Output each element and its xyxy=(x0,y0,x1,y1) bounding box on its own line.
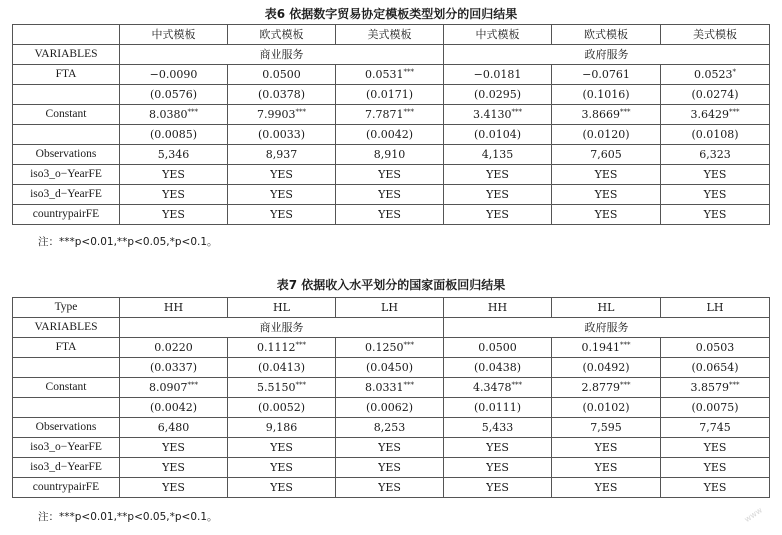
cell-value: 9,186 xyxy=(265,421,298,434)
table-cell xyxy=(444,418,552,438)
cell-value: 0.1941 xyxy=(581,341,620,354)
group-label-commercial: 商业服务 xyxy=(120,45,444,65)
table-cell xyxy=(336,398,444,418)
table-cell xyxy=(444,398,552,418)
cell-value: YES xyxy=(486,208,509,221)
table-row xyxy=(13,205,770,225)
table6-group-row xyxy=(13,45,770,65)
group-label-government: 政府服务 xyxy=(444,318,770,338)
table-row xyxy=(13,378,770,398)
cell-value: YES xyxy=(162,461,185,474)
cell-value: YES xyxy=(703,481,727,494)
cell-value: (0.0378) xyxy=(257,88,306,101)
cell-value: 0.0500 xyxy=(478,341,517,354)
cell-value: (0.0062) xyxy=(365,401,414,414)
cell-value: YES xyxy=(162,481,185,494)
table-cell xyxy=(661,458,770,478)
table-cell xyxy=(661,105,770,125)
table-cell xyxy=(228,338,336,358)
header-cell xyxy=(13,25,120,45)
cell-value: YES xyxy=(378,208,401,221)
table7-note: 注：***p<0.01,**p<0.05,*p<0.1。 xyxy=(38,511,218,523)
significance-stars: *** xyxy=(187,108,198,116)
cell-value: (0.0085) xyxy=(149,128,198,141)
row-label: Observations xyxy=(13,418,120,438)
table6-header-row xyxy=(13,25,770,45)
table-cell xyxy=(336,145,444,165)
table-cell xyxy=(661,205,770,225)
table-row xyxy=(13,185,770,205)
cell-value: 6,480 xyxy=(157,421,190,434)
cell-value: YES xyxy=(270,188,293,201)
cell-value: YES xyxy=(378,461,401,474)
table-row xyxy=(13,125,770,145)
table-row xyxy=(13,338,770,358)
table-cell xyxy=(228,125,336,145)
header-cell: HL xyxy=(552,298,661,318)
significance-stars: *** xyxy=(620,108,631,116)
cell-value: −0.0761 xyxy=(582,68,630,81)
cell-value: (0.0033) xyxy=(257,128,306,141)
cell-value: 8.0331 xyxy=(365,381,404,394)
cell-value: 7.9903 xyxy=(257,108,296,121)
cell-value: (0.0171) xyxy=(365,88,414,101)
table-cell xyxy=(444,358,552,378)
significance-stars: *** xyxy=(403,68,414,76)
table-cell xyxy=(552,205,661,225)
cell-value: 3.8669 xyxy=(581,108,620,121)
watermark: www xyxy=(742,505,765,525)
header-cell: LH xyxy=(336,298,444,318)
cell-value: 0.1250 xyxy=(365,341,404,354)
cell-value: (0.0450) xyxy=(365,361,414,374)
table-cell xyxy=(120,125,228,145)
cell-value: YES xyxy=(594,188,618,201)
cell-value: (0.1016) xyxy=(582,88,630,101)
table-cell xyxy=(552,165,661,185)
cell-value: YES xyxy=(378,168,401,181)
cell-value: (0.0042) xyxy=(149,401,198,414)
row-label xyxy=(13,358,120,378)
table-cell xyxy=(444,378,552,398)
cell-value: (0.0438) xyxy=(473,361,522,374)
cell-value: 8,253 xyxy=(373,421,406,434)
table-cell xyxy=(661,165,770,185)
table7-caption: 表7 依据收入水平划分的国家面板回归结果 xyxy=(276,278,506,292)
table-cell xyxy=(228,358,336,378)
row-label: FTA xyxy=(13,338,120,358)
significance-stars: *** xyxy=(295,341,306,349)
significance-stars: *** xyxy=(511,108,522,116)
cell-value: YES xyxy=(486,168,509,181)
row-label: iso3_d−YearFE xyxy=(13,185,120,205)
cell-value: YES xyxy=(270,168,293,181)
table-cell xyxy=(444,205,552,225)
table-cell xyxy=(120,438,228,458)
table-cell xyxy=(661,418,770,438)
table-cell xyxy=(336,205,444,225)
table-cell xyxy=(336,105,444,125)
cell-value: 7,595 xyxy=(590,421,622,434)
cell-value: YES xyxy=(594,168,618,181)
cell-value: 0.0531 xyxy=(365,68,404,81)
table-cell xyxy=(336,458,444,478)
cell-value: YES xyxy=(703,441,727,454)
table-cell xyxy=(228,418,336,438)
cell-value: −0.0181 xyxy=(473,68,522,81)
cell-value: YES xyxy=(486,461,509,474)
table-cell xyxy=(336,65,444,85)
significance-stars: *** xyxy=(403,341,414,349)
table-cell xyxy=(228,438,336,458)
table-cell xyxy=(120,478,228,498)
row-label: iso3_d−YearFE xyxy=(13,458,120,478)
variables-label: VARIABLES xyxy=(13,318,120,338)
cell-value: −0.0090 xyxy=(149,68,198,81)
cell-value: 3.8579 xyxy=(690,381,729,394)
table6 xyxy=(12,24,770,225)
table6-note: 注：***p<0.01,**p<0.05,*p<0.1。 xyxy=(38,236,218,248)
significance-stars: * xyxy=(732,68,736,76)
cell-value: (0.0274) xyxy=(691,88,739,101)
significance-stars: *** xyxy=(295,381,306,389)
cell-value: (0.0120) xyxy=(582,128,630,141)
cell-value: (0.0654) xyxy=(691,361,739,374)
table-row xyxy=(13,145,770,165)
cell-value: YES xyxy=(703,208,727,221)
cell-value: YES xyxy=(594,461,618,474)
table-cell xyxy=(336,378,444,398)
table-cell xyxy=(120,85,228,105)
table-cell xyxy=(552,378,661,398)
row-label xyxy=(13,125,120,145)
table-cell xyxy=(336,85,444,105)
header-cell: Type xyxy=(13,298,120,318)
table7 xyxy=(12,297,770,498)
table-row xyxy=(13,165,770,185)
cell-value: 8,910 xyxy=(373,148,406,161)
table-cell xyxy=(444,105,552,125)
table-cell xyxy=(228,378,336,398)
group-label-commercial: 商业服务 xyxy=(120,318,444,338)
cell-value: 8.0907 xyxy=(149,381,188,394)
table-cell xyxy=(444,145,552,165)
cell-value: (0.0492) xyxy=(582,361,630,374)
group-label-government: 政府服务 xyxy=(444,45,770,65)
cell-value: 0.0523 xyxy=(694,68,733,81)
header-cell: HH xyxy=(444,298,552,318)
cell-value: YES xyxy=(594,481,618,494)
table-cell xyxy=(552,85,661,105)
row-label: iso3_o−YearFE xyxy=(13,165,120,185)
row-label: FTA xyxy=(13,65,120,85)
row-label xyxy=(13,398,120,418)
table-cell xyxy=(120,378,228,398)
cell-value: (0.0337) xyxy=(149,361,198,374)
table-cell xyxy=(661,398,770,418)
significance-stars: *** xyxy=(187,381,198,389)
table-cell xyxy=(228,398,336,418)
table-cell xyxy=(120,398,228,418)
cell-value: 4,135 xyxy=(481,148,514,161)
table-cell xyxy=(661,358,770,378)
significance-stars: *** xyxy=(729,381,740,389)
table-cell xyxy=(552,338,661,358)
cell-value: 7.7871 xyxy=(365,108,404,121)
table-cell xyxy=(120,105,228,125)
cell-value: YES xyxy=(162,168,185,181)
table-cell xyxy=(552,478,661,498)
row-label: countrypairFE xyxy=(13,205,120,225)
table-cell xyxy=(552,145,661,165)
table-row xyxy=(13,358,770,378)
cell-value: YES xyxy=(703,461,727,474)
cell-value: (0.0102) xyxy=(582,401,630,414)
table-cell xyxy=(661,125,770,145)
table-row xyxy=(13,398,770,418)
cell-value: 8,937 xyxy=(265,148,298,161)
table-cell xyxy=(661,378,770,398)
cell-value: YES xyxy=(378,481,401,494)
table-cell xyxy=(336,165,444,185)
significance-stars: *** xyxy=(620,341,631,349)
row-label: Constant xyxy=(13,105,120,125)
table-cell xyxy=(552,418,661,438)
cell-value: (0.0042) xyxy=(365,128,414,141)
cell-value: (0.0111) xyxy=(473,401,522,414)
table-cell xyxy=(444,85,552,105)
significance-stars: *** xyxy=(403,108,414,116)
cell-value: 0.0500 xyxy=(262,68,301,81)
table-cell xyxy=(661,145,770,165)
table-cell xyxy=(661,65,770,85)
table7-header-row xyxy=(13,298,770,318)
cell-value: (0.0413) xyxy=(257,361,306,374)
table-row xyxy=(13,478,770,498)
cell-value: YES xyxy=(162,208,185,221)
cell-value: 8.0380 xyxy=(149,108,188,121)
header-cell: HH xyxy=(120,298,228,318)
row-label xyxy=(13,85,120,105)
table-cell xyxy=(336,478,444,498)
table-cell xyxy=(336,125,444,145)
cell-value: 5.5150 xyxy=(257,381,296,394)
cell-value: 4.3478 xyxy=(473,381,512,394)
table-cell xyxy=(661,85,770,105)
table-cell xyxy=(228,145,336,165)
cell-value: YES xyxy=(270,208,293,221)
variables-label: VARIABLES xyxy=(13,45,120,65)
table-cell xyxy=(444,438,552,458)
cell-value: 7,605 xyxy=(590,148,622,161)
cell-value: YES xyxy=(378,441,401,454)
table-row xyxy=(13,418,770,438)
table-cell xyxy=(120,338,228,358)
cell-value: 3.6429 xyxy=(690,108,729,121)
header-cell: 美式模板 xyxy=(336,25,444,45)
row-label: iso3_o−YearFE xyxy=(13,438,120,458)
header-cell: HL xyxy=(228,298,336,318)
cell-value: 0.0503 xyxy=(695,341,735,354)
header-cell: LH xyxy=(661,298,770,318)
cell-value: YES xyxy=(486,441,509,454)
table-cell xyxy=(552,398,661,418)
cell-value: YES xyxy=(162,188,185,201)
header-cell: 中式模板 xyxy=(120,25,228,45)
cell-value: 7,745 xyxy=(699,421,731,434)
cell-value: YES xyxy=(486,481,509,494)
cell-value: 5,433 xyxy=(481,421,514,434)
table-cell xyxy=(120,65,228,85)
table-cell xyxy=(444,478,552,498)
cell-value: 6,323 xyxy=(699,148,731,161)
cell-value: YES xyxy=(703,168,727,181)
table-cell xyxy=(228,478,336,498)
table-cell xyxy=(228,65,336,85)
cell-value: 3.4130 xyxy=(473,108,512,121)
table-cell xyxy=(444,458,552,478)
cell-value: (0.0104) xyxy=(473,128,522,141)
cell-value: 0.0220 xyxy=(154,341,193,354)
cell-value: YES xyxy=(270,461,293,474)
table-row xyxy=(13,65,770,85)
table-cell xyxy=(228,105,336,125)
cell-value: 5,346 xyxy=(157,148,190,161)
table-cell xyxy=(336,185,444,205)
table-cell xyxy=(552,438,661,458)
table-cell xyxy=(444,338,552,358)
significance-stars: *** xyxy=(295,108,306,116)
significance-stars: *** xyxy=(620,381,631,389)
header-cell: 欧式模板 xyxy=(552,25,661,45)
table-cell xyxy=(661,338,770,358)
cell-value: YES xyxy=(594,441,618,454)
table-row xyxy=(13,105,770,125)
cell-value: YES xyxy=(270,481,293,494)
cell-value: YES xyxy=(486,188,509,201)
table-cell xyxy=(228,458,336,478)
significance-stars: *** xyxy=(729,108,740,116)
cell-value: (0.0295) xyxy=(473,88,522,101)
table-cell xyxy=(444,185,552,205)
table7-group-row xyxy=(13,318,770,338)
table-cell xyxy=(552,358,661,378)
table-row xyxy=(13,458,770,478)
table-cell xyxy=(120,418,228,438)
header-cell: 欧式模板 xyxy=(228,25,336,45)
cell-value: YES xyxy=(270,441,293,454)
table-cell xyxy=(336,358,444,378)
table-cell xyxy=(228,185,336,205)
table-cell xyxy=(120,145,228,165)
table-cell xyxy=(120,205,228,225)
row-label: Observations xyxy=(13,145,120,165)
table-cell xyxy=(444,125,552,145)
cell-value: YES xyxy=(594,208,618,221)
table-cell xyxy=(228,85,336,105)
table-row xyxy=(13,85,770,105)
row-label: countrypairFE xyxy=(13,478,120,498)
significance-stars: *** xyxy=(403,381,414,389)
table-cell xyxy=(444,65,552,85)
header-cell: 美式模板 xyxy=(661,25,770,45)
row-label: Constant xyxy=(13,378,120,398)
table-cell xyxy=(228,165,336,185)
cell-value: 2.8779 xyxy=(581,381,620,394)
table-cell xyxy=(120,165,228,185)
cell-value: 0.1112 xyxy=(257,341,296,354)
table-cell xyxy=(444,165,552,185)
cell-value: (0.0052) xyxy=(257,401,306,414)
table-cell xyxy=(120,458,228,478)
table-cell xyxy=(661,438,770,458)
table-cell xyxy=(552,105,661,125)
table-cell xyxy=(552,125,661,145)
cell-value: (0.0576) xyxy=(149,88,198,101)
table-cell xyxy=(552,65,661,85)
table-cell xyxy=(661,185,770,205)
table-cell xyxy=(552,458,661,478)
cell-value: YES xyxy=(703,188,727,201)
table-cell xyxy=(336,338,444,358)
table-cell xyxy=(228,205,336,225)
table-cell xyxy=(120,358,228,378)
cell-value: (0.0075) xyxy=(691,401,739,414)
table-cell xyxy=(336,418,444,438)
significance-stars: *** xyxy=(511,381,522,389)
cell-value: YES xyxy=(162,441,185,454)
table-cell xyxy=(552,185,661,205)
cell-value: YES xyxy=(378,188,401,201)
header-cell: 中式模板 xyxy=(444,25,552,45)
table-row xyxy=(13,438,770,458)
cell-value: (0.0108) xyxy=(691,128,739,141)
table-cell xyxy=(336,438,444,458)
table-cell xyxy=(120,185,228,205)
table6-caption: 表6 依据数字贸易协定模板类型划分的回归结果 xyxy=(264,7,518,21)
table-cell xyxy=(661,478,770,498)
